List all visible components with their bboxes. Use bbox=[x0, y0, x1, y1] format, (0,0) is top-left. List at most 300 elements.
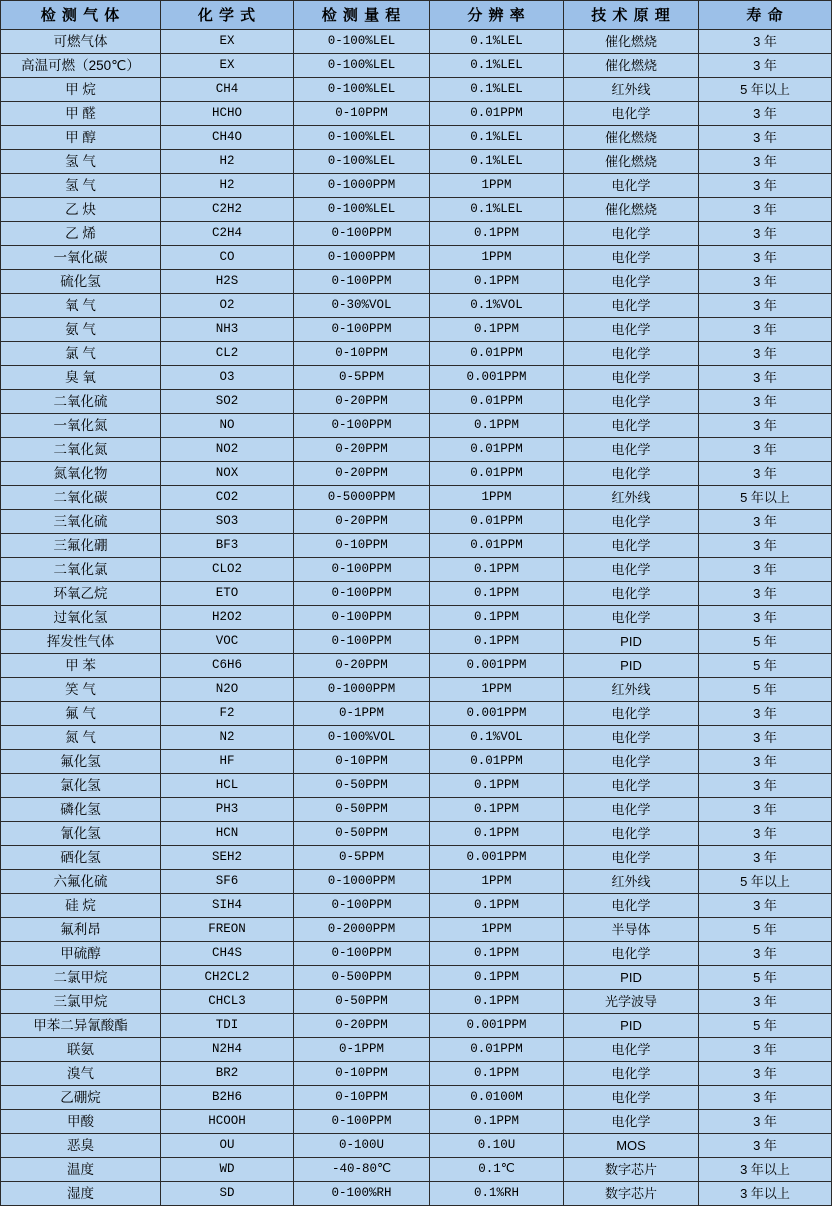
cell-principle: 电化学 bbox=[564, 222, 699, 246]
cell-range: 0-10PPM bbox=[294, 1062, 430, 1086]
cell-resolution: 1PPM bbox=[430, 174, 564, 198]
table-row bbox=[1, 558, 832, 582]
cell-gas-name: 温度 bbox=[1, 1158, 161, 1182]
cell-principle: MOS bbox=[564, 1134, 699, 1158]
cell-formula: EX bbox=[161, 30, 294, 54]
cell-resolution: 0.1PPM bbox=[430, 630, 564, 654]
cell-formula: CH4 bbox=[161, 78, 294, 102]
cell-range: 0-100PPM bbox=[294, 894, 430, 918]
cell-lifetime: 3 年 bbox=[699, 342, 832, 366]
table-row bbox=[1, 942, 832, 966]
cell-formula: O3 bbox=[161, 366, 294, 390]
cell-resolution: 0.1℃ bbox=[430, 1158, 564, 1182]
cell-gas-name: 甲 醇 bbox=[1, 126, 161, 150]
cell-resolution: 0.1PPM bbox=[430, 318, 564, 342]
cell-principle: 电化学 bbox=[564, 894, 699, 918]
cell-range: 0-100%LEL bbox=[294, 30, 430, 54]
cell-range: 0-5000PPM bbox=[294, 486, 430, 510]
cell-principle: 电化学 bbox=[564, 438, 699, 462]
cell-range: -40-80℃ bbox=[294, 1158, 430, 1182]
cell-principle: 电化学 bbox=[564, 606, 699, 630]
cell-resolution: 0.10U bbox=[430, 1134, 564, 1158]
cell-lifetime: 3 年 bbox=[699, 606, 832, 630]
cell-range: 0-100PPM bbox=[294, 606, 430, 630]
cell-principle: 电化学 bbox=[564, 750, 699, 774]
cell-resolution: 0.1%LEL bbox=[430, 198, 564, 222]
cell-formula: CHCL3 bbox=[161, 990, 294, 1014]
cell-resolution: 0.1%LEL bbox=[430, 150, 564, 174]
table-row bbox=[1, 174, 832, 198]
cell-resolution: 0.1PPM bbox=[430, 966, 564, 990]
cell-formula: VOC bbox=[161, 630, 294, 654]
cell-resolution: 0.1PPM bbox=[430, 582, 564, 606]
table-row bbox=[1, 414, 832, 438]
cell-resolution: 0.1%LEL bbox=[430, 126, 564, 150]
cell-formula: SO3 bbox=[161, 510, 294, 534]
cell-range: 0-20PPM bbox=[294, 510, 430, 534]
cell-lifetime: 3 年 bbox=[699, 270, 832, 294]
cell-lifetime: 3 年 bbox=[699, 702, 832, 726]
cell-formula: SEH2 bbox=[161, 846, 294, 870]
table-row bbox=[1, 150, 832, 174]
cell-gas-name: 可燃气体 bbox=[1, 30, 161, 54]
table-row bbox=[1, 222, 832, 246]
cell-lifetime: 3 年 bbox=[699, 294, 832, 318]
cell-range: 0-100%LEL bbox=[294, 150, 430, 174]
cell-range: 0-1000PPM bbox=[294, 246, 430, 270]
cell-principle: 光学波导 bbox=[564, 990, 699, 1014]
table-row bbox=[1, 462, 832, 486]
cell-formula: H2O2 bbox=[161, 606, 294, 630]
cell-principle: 电化学 bbox=[564, 558, 699, 582]
cell-principle: 催化燃烧 bbox=[564, 54, 699, 78]
cell-gas-name: 氮 气 bbox=[1, 726, 161, 750]
cell-range: 0-30%VOL bbox=[294, 294, 430, 318]
cell-formula: C6H6 bbox=[161, 654, 294, 678]
cell-gas-name: 甲硫醇 bbox=[1, 942, 161, 966]
cell-lifetime: 3 年 bbox=[699, 990, 832, 1014]
cell-range: 0-100PPM bbox=[294, 414, 430, 438]
table-row bbox=[1, 678, 832, 702]
cell-resolution: 0.01PPM bbox=[430, 750, 564, 774]
cell-gas-name: 笑 气 bbox=[1, 678, 161, 702]
table-row bbox=[1, 990, 832, 1014]
cell-lifetime: 5 年 bbox=[699, 630, 832, 654]
cell-resolution: 0.1PPM bbox=[430, 222, 564, 246]
column-header-gas: 检 测 气 体 bbox=[1, 1, 161, 30]
cell-range: 0-500PPM bbox=[294, 966, 430, 990]
cell-lifetime: 3 年 bbox=[699, 558, 832, 582]
cell-gas-name: 三氧化硫 bbox=[1, 510, 161, 534]
cell-formula: F2 bbox=[161, 702, 294, 726]
cell-range: 0-100PPM bbox=[294, 1110, 430, 1134]
cell-range: 0-2000PPM bbox=[294, 918, 430, 942]
cell-formula: FREON bbox=[161, 918, 294, 942]
table-row bbox=[1, 1110, 832, 1134]
cell-formula: OU bbox=[161, 1134, 294, 1158]
cell-formula: N2O bbox=[161, 678, 294, 702]
cell-resolution: 0.1PPM bbox=[430, 774, 564, 798]
table-row bbox=[1, 30, 832, 54]
cell-formula: TDI bbox=[161, 1014, 294, 1038]
cell-gas-name: 高温可燃（250℃） bbox=[1, 54, 161, 78]
cell-lifetime: 3 年 bbox=[699, 150, 832, 174]
cell-gas-name: 乙 炔 bbox=[1, 198, 161, 222]
cell-resolution: 0.1PPM bbox=[430, 822, 564, 846]
table-row bbox=[1, 342, 832, 366]
cell-formula: H2S bbox=[161, 270, 294, 294]
cell-resolution: 0.1%LEL bbox=[430, 78, 564, 102]
cell-gas-name: 湿度 bbox=[1, 1182, 161, 1206]
cell-resolution: 0.1PPM bbox=[430, 606, 564, 630]
cell-principle: 电化学 bbox=[564, 270, 699, 294]
cell-gas-name: 环氧乙烷 bbox=[1, 582, 161, 606]
cell-resolution: 0.01PPM bbox=[430, 102, 564, 126]
cell-resolution: 0.1PPM bbox=[430, 1110, 564, 1134]
cell-gas-name: 甲苯二异氰酸酯 bbox=[1, 1014, 161, 1038]
cell-formula: CH4S bbox=[161, 942, 294, 966]
table-header bbox=[1, 1, 832, 30]
cell-resolution: 0.01PPM bbox=[430, 510, 564, 534]
cell-lifetime: 3 年 bbox=[699, 1038, 832, 1062]
cell-principle: 电化学 bbox=[564, 534, 699, 558]
cell-principle: 数字芯片 bbox=[564, 1158, 699, 1182]
cell-lifetime: 3 年 bbox=[699, 462, 832, 486]
column-header-resolution: 分 辨 率 bbox=[430, 1, 564, 30]
cell-principle: 电化学 bbox=[564, 342, 699, 366]
cell-principle: 电化学 bbox=[564, 726, 699, 750]
column-header-range: 检 测 量 程 bbox=[294, 1, 430, 30]
cell-resolution: 0.1PPM bbox=[430, 942, 564, 966]
table-row bbox=[1, 726, 832, 750]
cell-lifetime: 3 年 bbox=[699, 1086, 832, 1110]
cell-resolution: 0.1PPM bbox=[430, 990, 564, 1014]
cell-formula: HCL bbox=[161, 774, 294, 798]
cell-gas-name: 三氟化硼 bbox=[1, 534, 161, 558]
cell-principle: 电化学 bbox=[564, 702, 699, 726]
cell-formula: B2H6 bbox=[161, 1086, 294, 1110]
cell-resolution: 0.0100M bbox=[430, 1086, 564, 1110]
table-row bbox=[1, 966, 832, 990]
cell-resolution: 1PPM bbox=[430, 870, 564, 894]
cell-formula: NO bbox=[161, 414, 294, 438]
cell-principle: 电化学 bbox=[564, 1062, 699, 1086]
cell-principle: 电化学 bbox=[564, 366, 699, 390]
cell-lifetime: 3 年 bbox=[699, 726, 832, 750]
table-row bbox=[1, 486, 832, 510]
table-header-row bbox=[1, 1, 832, 30]
cell-range: 0-100PPM bbox=[294, 270, 430, 294]
cell-formula: NH3 bbox=[161, 318, 294, 342]
cell-formula: C2H2 bbox=[161, 198, 294, 222]
cell-lifetime: 3 年 bbox=[699, 822, 832, 846]
cell-range: 0-5PPM bbox=[294, 366, 430, 390]
cell-lifetime: 5 年 bbox=[699, 966, 832, 990]
cell-lifetime: 3 年 bbox=[699, 246, 832, 270]
cell-formula: N2H4 bbox=[161, 1038, 294, 1062]
cell-formula: CH2CL2 bbox=[161, 966, 294, 990]
cell-lifetime: 5 年 bbox=[699, 654, 832, 678]
cell-range: 0-100%LEL bbox=[294, 198, 430, 222]
cell-range: 0-20PPM bbox=[294, 438, 430, 462]
cell-resolution: 0.01PPM bbox=[430, 438, 564, 462]
cell-lifetime: 3 年 bbox=[699, 774, 832, 798]
cell-principle: 电化学 bbox=[564, 846, 699, 870]
cell-lifetime: 3 年以上 bbox=[699, 1182, 832, 1206]
cell-principle: 电化学 bbox=[564, 294, 699, 318]
cell-range: 0-100%LEL bbox=[294, 78, 430, 102]
cell-formula: C2H4 bbox=[161, 222, 294, 246]
cell-principle: 数字芯片 bbox=[564, 1182, 699, 1206]
cell-principle: 红外线 bbox=[564, 870, 699, 894]
cell-lifetime: 5 年 bbox=[699, 1014, 832, 1038]
cell-lifetime: 3 年 bbox=[699, 222, 832, 246]
cell-principle: 电化学 bbox=[564, 774, 699, 798]
cell-principle: 电化学 bbox=[564, 390, 699, 414]
cell-range: 0-100PPM bbox=[294, 222, 430, 246]
cell-resolution: 1PPM bbox=[430, 486, 564, 510]
table-row bbox=[1, 78, 832, 102]
table-row bbox=[1, 1062, 832, 1086]
cell-principle: 电化学 bbox=[564, 414, 699, 438]
cell-gas-name: 臭 氧 bbox=[1, 366, 161, 390]
cell-principle: PID bbox=[564, 630, 699, 654]
cell-lifetime: 3 年以上 bbox=[699, 1158, 832, 1182]
cell-formula: CLO2 bbox=[161, 558, 294, 582]
cell-gas-name: 恶臭 bbox=[1, 1134, 161, 1158]
column-header-formula: 化 学 式 bbox=[161, 1, 294, 30]
cell-gas-name: 硒化氢 bbox=[1, 846, 161, 870]
cell-lifetime: 3 年 bbox=[699, 126, 832, 150]
cell-gas-name: 甲 苯 bbox=[1, 654, 161, 678]
table-row bbox=[1, 366, 832, 390]
cell-principle: 电化学 bbox=[564, 942, 699, 966]
cell-principle: PID bbox=[564, 654, 699, 678]
cell-gas-name: 一氧化氮 bbox=[1, 414, 161, 438]
cell-range: 0-20PPM bbox=[294, 654, 430, 678]
cell-lifetime: 3 年 bbox=[699, 846, 832, 870]
cell-lifetime: 5 年 bbox=[699, 678, 832, 702]
cell-range: 0-100U bbox=[294, 1134, 430, 1158]
cell-principle: 红外线 bbox=[564, 678, 699, 702]
cell-resolution: 0.1%LEL bbox=[430, 30, 564, 54]
cell-resolution: 0.01PPM bbox=[430, 342, 564, 366]
cell-lifetime: 5 年 bbox=[699, 918, 832, 942]
cell-range: 0-100%LEL bbox=[294, 54, 430, 78]
cell-gas-name: 甲 烷 bbox=[1, 78, 161, 102]
table-row bbox=[1, 534, 832, 558]
cell-lifetime: 3 年 bbox=[699, 438, 832, 462]
table-row bbox=[1, 918, 832, 942]
cell-resolution: 0.1PPM bbox=[430, 558, 564, 582]
cell-formula: NO2 bbox=[161, 438, 294, 462]
table-row bbox=[1, 894, 832, 918]
cell-principle: 电化学 bbox=[564, 1086, 699, 1110]
table-row bbox=[1, 606, 832, 630]
cell-formula: HCN bbox=[161, 822, 294, 846]
cell-gas-name: 三氯甲烷 bbox=[1, 990, 161, 1014]
cell-gas-name: 二氧化氯 bbox=[1, 558, 161, 582]
cell-gas-name: 硅 烷 bbox=[1, 894, 161, 918]
table-row bbox=[1, 1038, 832, 1062]
cell-resolution: 0.1%LEL bbox=[430, 54, 564, 78]
cell-resolution: 0.1PPM bbox=[430, 270, 564, 294]
cell-resolution: 0.001PPM bbox=[430, 846, 564, 870]
table-row bbox=[1, 318, 832, 342]
cell-formula: H2 bbox=[161, 150, 294, 174]
cell-resolution: 0.1PPM bbox=[430, 1062, 564, 1086]
column-header-lifetime: 寿 命 bbox=[699, 1, 832, 30]
cell-range: 0-20PPM bbox=[294, 462, 430, 486]
cell-resolution: 0.01PPM bbox=[430, 390, 564, 414]
cell-resolution: 0.001PPM bbox=[430, 654, 564, 678]
cell-principle: PID bbox=[564, 1014, 699, 1038]
cell-gas-name: 氮氧化物 bbox=[1, 462, 161, 486]
cell-resolution: 0.001PPM bbox=[430, 1014, 564, 1038]
cell-resolution: 0.001PPM bbox=[430, 702, 564, 726]
cell-lifetime: 3 年 bbox=[699, 510, 832, 534]
cell-resolution: 0.01PPM bbox=[430, 1038, 564, 1062]
cell-principle: 半导体 bbox=[564, 918, 699, 942]
table-row bbox=[1, 870, 832, 894]
cell-formula: CO bbox=[161, 246, 294, 270]
cell-principle: PID bbox=[564, 966, 699, 990]
cell-lifetime: 3 年 bbox=[699, 30, 832, 54]
cell-range: 0-100PPM bbox=[294, 630, 430, 654]
cell-gas-name: 过氧化氢 bbox=[1, 606, 161, 630]
cell-resolution: 0.1%VOL bbox=[430, 294, 564, 318]
table-row bbox=[1, 750, 832, 774]
cell-lifetime: 3 年 bbox=[699, 318, 832, 342]
cell-gas-name: 硫化氢 bbox=[1, 270, 161, 294]
cell-gas-name: 氯化氢 bbox=[1, 774, 161, 798]
cell-lifetime: 5 年以上 bbox=[699, 870, 832, 894]
cell-resolution: 0.001PPM bbox=[430, 366, 564, 390]
cell-range: 0-1PPM bbox=[294, 1038, 430, 1062]
table-row bbox=[1, 510, 832, 534]
cell-gas-name: 甲 醛 bbox=[1, 102, 161, 126]
cell-gas-name: 联氨 bbox=[1, 1038, 161, 1062]
cell-gas-name: 挥发性气体 bbox=[1, 630, 161, 654]
cell-principle: 电化学 bbox=[564, 102, 699, 126]
cell-principle: 催化燃烧 bbox=[564, 126, 699, 150]
cell-range: 0-5PPM bbox=[294, 846, 430, 870]
cell-lifetime: 5 年以上 bbox=[699, 78, 832, 102]
cell-formula: CL2 bbox=[161, 342, 294, 366]
cell-principle: 电化学 bbox=[564, 582, 699, 606]
cell-lifetime: 3 年 bbox=[699, 366, 832, 390]
table-row bbox=[1, 654, 832, 678]
cell-formula: BR2 bbox=[161, 1062, 294, 1086]
cell-range: 0-10PPM bbox=[294, 534, 430, 558]
cell-resolution: 0.1PPM bbox=[430, 798, 564, 822]
table-row bbox=[1, 126, 832, 150]
cell-principle: 催化燃烧 bbox=[564, 30, 699, 54]
table-row bbox=[1, 1014, 832, 1038]
cell-formula: CH4O bbox=[161, 126, 294, 150]
cell-lifetime: 3 年 bbox=[699, 750, 832, 774]
table-row bbox=[1, 798, 832, 822]
cell-gas-name: 氯 气 bbox=[1, 342, 161, 366]
cell-range: 0-100PPM bbox=[294, 942, 430, 966]
cell-formula: NOX bbox=[161, 462, 294, 486]
cell-resolution: 0.1PPM bbox=[430, 414, 564, 438]
cell-formula: HF bbox=[161, 750, 294, 774]
cell-resolution: 1PPM bbox=[430, 246, 564, 270]
cell-gas-name: 氧 气 bbox=[1, 294, 161, 318]
cell-resolution: 1PPM bbox=[430, 918, 564, 942]
cell-lifetime: 3 年 bbox=[699, 1062, 832, 1086]
cell-range: 0-1PPM bbox=[294, 702, 430, 726]
cell-principle: 红外线 bbox=[564, 78, 699, 102]
cell-lifetime: 5 年以上 bbox=[699, 486, 832, 510]
cell-gas-name: 二氯甲烷 bbox=[1, 966, 161, 990]
cell-range: 0-10PPM bbox=[294, 342, 430, 366]
cell-range: 0-1000PPM bbox=[294, 870, 430, 894]
cell-gas-name: 甲酸 bbox=[1, 1110, 161, 1134]
cell-lifetime: 3 年 bbox=[699, 894, 832, 918]
cell-gas-name: 磷化氢 bbox=[1, 798, 161, 822]
cell-resolution: 0.1PPM bbox=[430, 894, 564, 918]
cell-formula: CO2 bbox=[161, 486, 294, 510]
table-row bbox=[1, 390, 832, 414]
cell-lifetime: 3 年 bbox=[699, 582, 832, 606]
cell-range: 0-20PPM bbox=[294, 1014, 430, 1038]
cell-formula: H2 bbox=[161, 174, 294, 198]
table-row bbox=[1, 438, 832, 462]
table-row bbox=[1, 774, 832, 798]
cell-range: 0-1000PPM bbox=[294, 678, 430, 702]
cell-principle: 电化学 bbox=[564, 318, 699, 342]
cell-formula: HCHO bbox=[161, 102, 294, 126]
cell-formula: SD bbox=[161, 1182, 294, 1206]
cell-gas-name: 溴气 bbox=[1, 1062, 161, 1086]
table-row bbox=[1, 1182, 832, 1206]
cell-formula: N2 bbox=[161, 726, 294, 750]
table-row bbox=[1, 198, 832, 222]
cell-principle: 电化学 bbox=[564, 798, 699, 822]
cell-range: 0-20PPM bbox=[294, 390, 430, 414]
cell-lifetime: 3 年 bbox=[699, 534, 832, 558]
cell-range: 0-100PPM bbox=[294, 582, 430, 606]
cell-gas-name: 一氧化碳 bbox=[1, 246, 161, 270]
table-row bbox=[1, 1086, 832, 1110]
table-row bbox=[1, 294, 832, 318]
cell-formula: HCOOH bbox=[161, 1110, 294, 1134]
cell-principle: 电化学 bbox=[564, 246, 699, 270]
cell-formula: SIH4 bbox=[161, 894, 294, 918]
cell-range: 0-50PPM bbox=[294, 822, 430, 846]
cell-formula: WD bbox=[161, 1158, 294, 1182]
cell-range: 0-50PPM bbox=[294, 990, 430, 1014]
cell-lifetime: 3 年 bbox=[699, 54, 832, 78]
table-row bbox=[1, 1134, 832, 1158]
cell-lifetime: 3 年 bbox=[699, 1134, 832, 1158]
cell-range: 0-10PPM bbox=[294, 750, 430, 774]
cell-principle: 电化学 bbox=[564, 174, 699, 198]
table-row bbox=[1, 54, 832, 78]
cell-principle: 电化学 bbox=[564, 462, 699, 486]
cell-resolution: 0.1%VOL bbox=[430, 726, 564, 750]
cell-resolution: 0.01PPM bbox=[430, 534, 564, 558]
table-row bbox=[1, 822, 832, 846]
cell-gas-name: 二氧化氮 bbox=[1, 438, 161, 462]
cell-range: 0-100PPM bbox=[294, 558, 430, 582]
column-header-principle: 技 术 原 理 bbox=[564, 1, 699, 30]
table-row bbox=[1, 702, 832, 726]
cell-principle: 红外线 bbox=[564, 486, 699, 510]
table-row bbox=[1, 846, 832, 870]
